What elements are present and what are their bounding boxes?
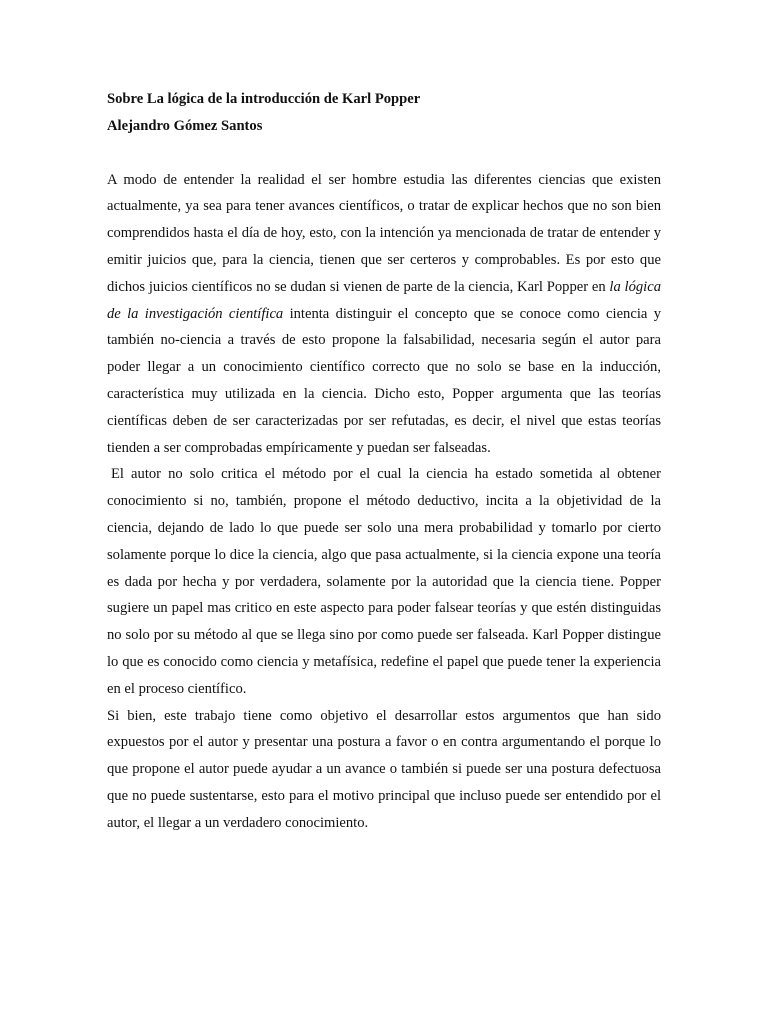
paragraph-2: El autor no solo critica el método por el cual la ciencia ha estado sometida al obtener conocimiento si no, también, propone el método deductivo, incita a la objetividad de la ciencia, dejando de lado lo que puede ser solo una mera probabilidad y tomarlo por cierto solamente porque lo dice la ciencia, algo que pasa actualmente, si la ciencia expone una teoría es dada por hecha y por verdadera, solamente por la autoridad que la ciencia tiene. Popper sugiere un papel mas critico en este aspecto para poder falsear teorías y que estén distinguidas no solo por su método al que se llega sino por como puede ser falseada. Karl Popper distingue lo que es conocido como ciencia y metafísica, redefine el papel que puede tener la experiencia en el proceso científico. — [107, 466, 661, 697]
document-body — [107, 86, 661, 837]
document-title: Sobre La lógica de la introducción de Karl Popper — [107, 91, 421, 107]
book-title-italic: la lógica de la investigación científica — [107, 278, 662, 322]
spacer — [107, 140, 661, 167]
paragraph-1-text-after: intenta distinguir el concepto que se conoce como ciencia y también no-ciencia a través de esto propone la falsabilidad, necesaria según el autor para poder llegar a un conocimiento científico correcto que no solo se base en la inducción, característica muy utilizada en la ciencia. Dicho esto, Popper argumenta que las teorías científicas deben de ser caracterizadas por ser refutadas, es decir, el nivel que estas teorías tienden a ser comprobadas empíricamente y puedan ser falseadas. — [107, 305, 661, 456]
paragraph-1-text-before: A modo de entender la realidad el ser hombre estudia las diferentes ciencias que existen actualmente, ya sea para tener avances científicos, o tratar de explicar hechos que no son bien comprendidos hasta el día de hoy, esto, con la intención ya mencionada de tratar de entender y emitir juicios que, para la ciencia, tienen que ser certeros y comprobables. Es por esto que dichos juicios científicos no se dudan si vienen de parte de la ciencia, Karl Popper en — [107, 171, 661, 295]
paragraph-3: Si bien, este trabajo tiene como objetivo el desarrollar estos argumentos que han sido expuestos por el autor y presentar una postura a favor o en contra argumentando el porque lo que propone el autor puede ayudar a un avance o también si puede ser una postura defectuosa que no puede sustentarse, esto para el motivo principal que incluso puede ser entendido por el autor, el llegar a un verdadero conocimiento. — [107, 707, 661, 831]
document-author: Alejandro Gómez Santos — [107, 117, 263, 134]
paragraph-1 — [107, 167, 661, 462]
